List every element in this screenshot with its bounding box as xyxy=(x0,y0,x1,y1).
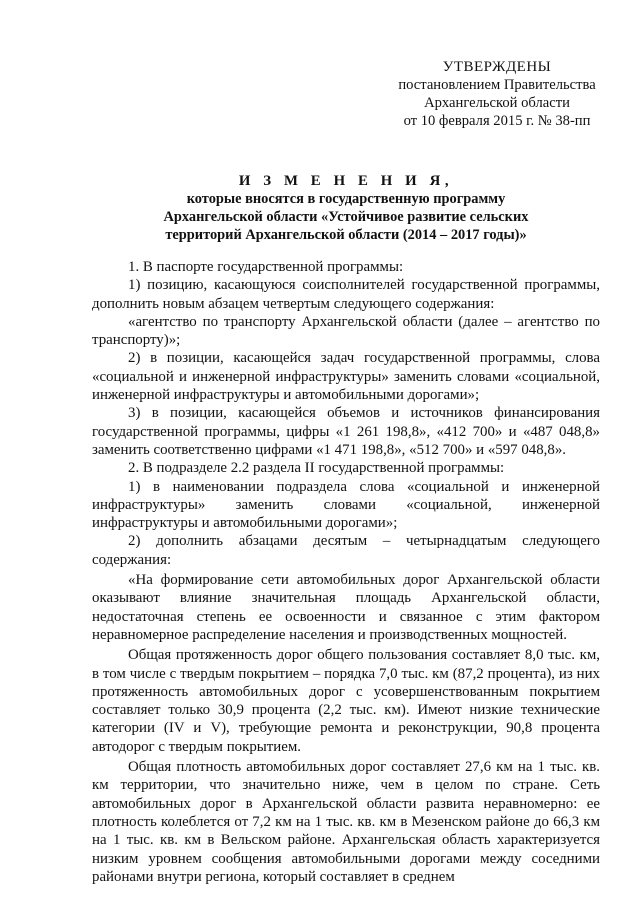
paragraph: Общая протяженность дорог общего пользования составляет 8,0 тыс. км, в том числе с твердым покрытием – порядка 7,0 тыс. км (87,2 процента), из них протяженность автомобильных дорог с усовершенствованным покрытием составляет только 30,9 процента (2,2 тыс. км). Имеют низкие технические категории (IV и V), требующие ремонта и реконструкции, 90,8 процента автодорог с твердым покрытием. xyxy=(92,647,600,755)
heading-line: которые вносятся в государственную программу xyxy=(186,191,506,207)
approval-line: от 10 февраля 2015 г. № 38-пп xyxy=(403,113,591,129)
paragraph: 1) в наименовании подраздела слова «социальной и инженерной инфраструктуры» заменить словами «социальной, инженерной инфраструктуры и автомобильными дорогами»; xyxy=(92,478,600,532)
heading-line: Архангельской области «Устойчивое развитие сельских xyxy=(163,209,529,225)
paragraph: 2) дополнить абзацами десятым – четырнадцатым следующего содержания: xyxy=(92,533,600,568)
approval-stamp xyxy=(382,58,612,130)
paragraph: Общая плотность автомобильных дорог составляет 27,6 км на 1 тыс. кв. км территории, что значительно ниже, чем в целом по стране. Сеть автомобильных дорог в Архангельской области развита неравномерно: ее плотность колеблется от 7,2 км на 1 тыс. кв. км в Мезенском районе до 66,3 км на 1 тыс. кв. км в Вельском районе. Архангельская область характеризуется низким уровнем сообщения автомобильными дорогами между соседними районами внутри региона, который составляет в среднем xyxy=(92,759,600,885)
paragraph: 3) в позиции, касающейся объемов и источников финансирования государственной программы, цифры «1 261 198,8», «412 700» и «487 048,8» заменить соответственно цифрами «1 471 198,8», «512 700» и «597 048,8». xyxy=(92,405,600,458)
heading-title: И З М Е Н Е Н И Я, xyxy=(238,173,454,189)
paragraph: 1. В паспорте государственной программы: xyxy=(128,259,404,275)
paragraph: «агентство по транспорту Архангельской области (далее – агентство по транспорту)»; xyxy=(92,313,600,349)
document-heading xyxy=(92,172,600,244)
approval-line: Архангельской области xyxy=(424,95,570,111)
paragraph: 1) позицию, касающуюся соисполнителей государственной программы, дополнить новым абзацем четвертым следующего содержания: xyxy=(92,277,600,312)
approval-title: УТВЕРЖДЕНЫ xyxy=(442,59,552,75)
paragraph: 2. В подразделе 2.2 раздела II государственной программы: xyxy=(128,460,505,477)
heading-line: территорий Архангельской области (2014 – 2017 годы)» xyxy=(165,227,527,243)
approval-line: постановлением Правительства xyxy=(398,77,596,93)
paragraph: 2) в позиции, касающейся задач государственной программы, слова «социальной и инженерной инфраструктуры» заменить словами «социальной, инженерной инфраструктуры и автомобильными дорогами»; xyxy=(92,350,600,404)
document-body xyxy=(92,258,600,886)
paragraph: «На формирование сети автомобильных дорог Архангельской области оказывают влияние значительная площадь Архангельской области, недостаточная степень ее освоенности и связанное с этим фактором неравномерное распределение населения и производственных мощностей. xyxy=(92,572,600,643)
